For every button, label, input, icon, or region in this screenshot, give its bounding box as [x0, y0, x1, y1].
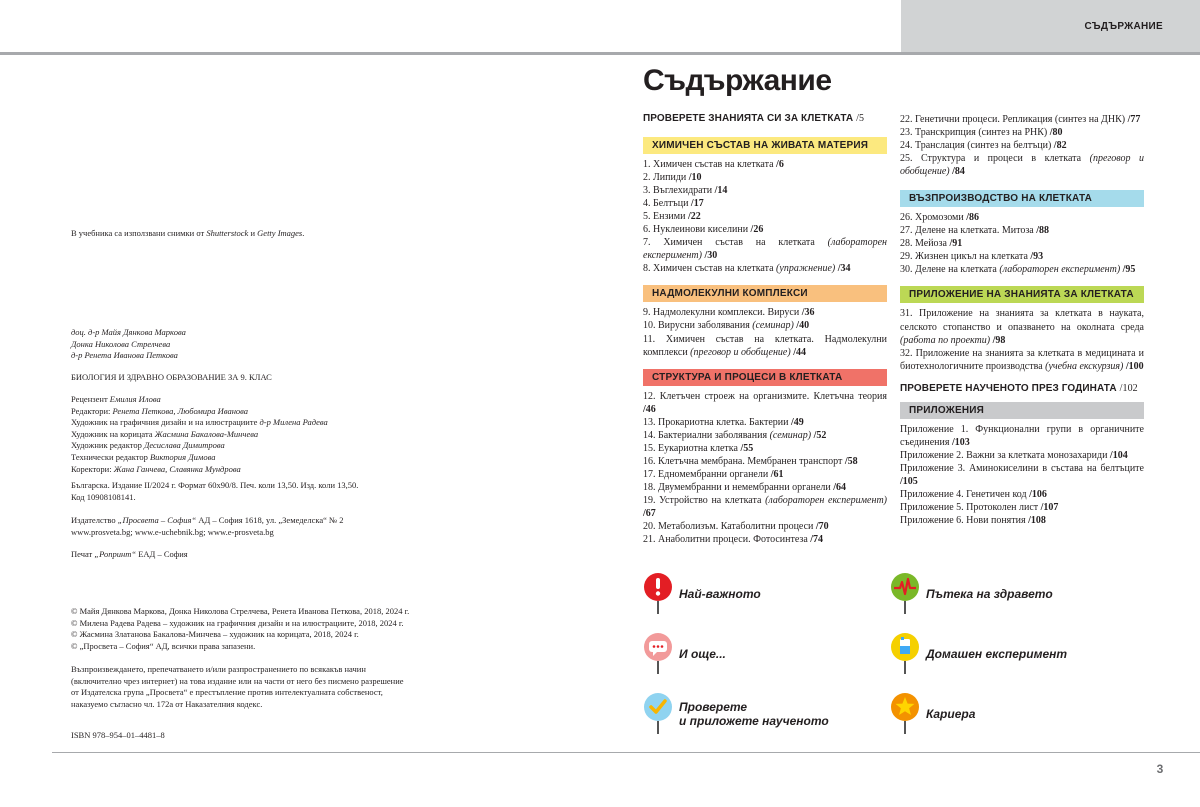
section-items-continued	[900, 113, 1144, 178]
section-band-appendices	[900, 402, 1144, 419]
section-title: СТРУКТУРА И ПРОЦЕСИ В КЛЕТКАТА	[652, 371, 843, 383]
toc-entry[interactable]: 18. Двумембранни и немембранни органели /64	[643, 481, 847, 493]
toc-entry-check-knowledge[interactable]	[643, 113, 887, 129]
book-title-block	[71, 372, 531, 384]
legal-line: Възпроизвеждането, препечатването и/или разпространението по всякакъв начин	[71, 664, 366, 674]
top-rule	[0, 52, 1200, 55]
photo-credit-suffix: .	[302, 228, 305, 238]
edition-line: Българска. Издание II/2024 г. Формат 60x90/8. Печ. коли 13,50. Изд. коли 13,50.	[71, 480, 359, 490]
staff-names: Жасмина Бакалова-Минчева	[154, 428, 259, 439]
toc-entry[interactable]: 15. Еукариотна клетка /55	[643, 442, 754, 454]
legend-and-more	[643, 632, 726, 676]
toc-entry[interactable]: 3. Въглехидрати /14	[643, 185, 728, 197]
toc-entry[interactable]: 9. Надмолекулни комплекси. Вируси /36	[643, 307, 815, 319]
toc-entry[interactable]: Приложение 1. Функционални групи в органичните съединения /103	[900, 423, 1144, 448]
check-knowledge-page: /5	[856, 113, 865, 124]
page-number: 3	[1156, 762, 1164, 776]
star-pin-icon	[890, 692, 920, 736]
photo-credit-shutterstock: Shutterstock	[206, 228, 249, 238]
toc-entry[interactable]: 30. Делене на клетката (лабораторен експеримент) /95	[900, 264, 1136, 276]
author: Донка Николова Стрелчева	[71, 338, 171, 349]
legal-line: от Издателска група „Просвета“ е престъпление против интелектуалната собственост,	[71, 687, 383, 698]
toc-entry[interactable]: 12. Клетъчен строеж на организмите. Клетъчна теория /46	[643, 390, 887, 415]
legend-label-line: Проверете	[679, 700, 748, 714]
toc-entry[interactable]: 4. Белтъци /17	[643, 198, 704, 210]
legend-check-and-apply	[643, 692, 829, 736]
section-title: ХИМИЧЕН СЪСТАВ НА ЖИВАТА МАТЕРИЯ	[652, 140, 869, 151]
printer-name: „Ропринт“	[94, 549, 137, 559]
staff-line	[71, 464, 531, 476]
staff-line	[71, 440, 531, 452]
staff-names: Емилия Илова	[109, 394, 161, 404]
toc-entry[interactable]: Приложение 2. Важни за клетката монозахариди /104	[900, 449, 1128, 461]
author: доц. д-р Майя Дянкова Маркова	[71, 327, 186, 337]
toc-entry[interactable]: 23. Транскрипция (синтез на РНК) /80	[900, 127, 1063, 139]
staff-names: Виктория Димова	[149, 451, 216, 462]
toc-entry[interactable]: 20. Метаболизъм. Катаболитни процеси /70	[643, 521, 829, 533]
legend-label: Домашен експеримент	[926, 647, 1068, 661]
copyright-line: © Милена Радева Радева – художник на графичния дизайн и на илюстрациите, 2018, 2024 г.	[71, 617, 404, 628]
toc-entry[interactable]: 14. Бактериални заболявания (семинар) /52	[643, 429, 827, 441]
section-band-chemical-composition	[643, 137, 887, 154]
section-title: ПРИЛОЖЕНИЯ	[909, 404, 985, 416]
toc-entry-year-review[interactable]	[900, 383, 1144, 394]
heartbeat-pin-icon	[890, 572, 920, 616]
book-title: БИОЛОГИЯ И ЗДРАВНО ОБРАЗОВАНИЕ ЗА 9. КЛАС	[71, 372, 272, 382]
legend-label: Кариера	[926, 707, 976, 721]
publisher-info	[71, 515, 531, 538]
staff-names: Ренета Петкова, Любомира Иванова	[112, 405, 249, 416]
staff-list	[71, 394, 531, 475]
edition-info	[71, 480, 531, 503]
staff-names: Жана Ганчева, Славянка Мундрова	[113, 463, 241, 474]
staff-line	[71, 417, 531, 429]
section-band-cell-structure	[643, 369, 887, 386]
publisher-name: „Просвета – София“	[117, 515, 197, 525]
legal-line: наказуемо съгласно чл. 172а от Наказателния кодекс.	[71, 698, 263, 709]
toc-entry[interactable]: 27. Делене на клетката. Митоза /88	[900, 225, 1050, 237]
toc-entry[interactable]: 32. Приложение на знанията за клетката в медицината и биотехнологичните производства (учебна екскурзия) /100	[900, 347, 1144, 372]
toc-entry[interactable]: 1. Химичен състав на клетката /6	[643, 159, 784, 170]
copyright-line: © Жасмина Златанова Бакалова-Минчева – художник на корицата, 2018, 2024 г.	[71, 629, 359, 640]
staff-role: Художник на графичния дизайн и на илюстрациите	[71, 417, 260, 428]
checkmark-pin-icon	[643, 692, 673, 736]
printer-prefix: Печат	[71, 549, 95, 559]
section-items	[900, 211, 1144, 276]
staff-line	[71, 394, 531, 406]
copyright-notices	[71, 606, 531, 652]
photo-credit	[71, 228, 531, 240]
staff-role: Редактори:	[71, 405, 113, 416]
staff-line	[71, 452, 531, 464]
toc-column-left	[643, 113, 887, 546]
toc-entry[interactable]: 8. Химичен състав на клетката (упражнение) /34	[643, 263, 851, 275]
legend-health-path	[890, 572, 1053, 616]
toc-entry[interactable]: 11. Химичен състав на клетката. Надмолекулни комплекси (преговор и обобщение) /44	[643, 333, 887, 358]
toc-column-right	[900, 113, 1144, 527]
toc-entry[interactable]: 2. Липиди /10	[643, 172, 702, 184]
publisher-address: АД – София 1618, ул. „Земеделска“ № 2	[196, 515, 344, 525]
staff-line	[71, 429, 531, 441]
toc-entry[interactable]: 29. Жизнен цикъл на клетката /93	[900, 251, 1044, 263]
legend-label	[679, 700, 829, 728]
toc-entry[interactable]: Приложение 6. Нови понятия /108	[900, 515, 1046, 527]
publisher-prefix: Издателство	[71, 515, 118, 525]
section-items	[900, 423, 1144, 527]
legend-label: И още...	[679, 647, 726, 661]
isbn: ISBN 978–954–01–4481–8	[71, 730, 165, 740]
toc-entry[interactable]: 17. Едномембранни органели /61	[643, 468, 784, 480]
authors-list	[71, 327, 531, 362]
photo-credit-and: и	[248, 228, 258, 238]
header-section-label: СЪДЪРЖАНИЕ	[1084, 20, 1163, 32]
section-band-cell-reproduction	[900, 190, 1144, 207]
toc-entry[interactable]: 5. Ензими /22	[643, 211, 701, 223]
toc-entry[interactable]: 26. Хромозоми /86	[900, 212, 980, 224]
toc-entry[interactable]: 22. Генетични процеси. Репликация (синтез на ДНК) /77	[900, 114, 1141, 125]
publisher-websites: www.prosveta.bg; www.e-uchebnik.bg; www.e-prosveta.bg	[71, 526, 274, 537]
toc-entry[interactable]: 6. Нуклеинови киселини /26	[643, 224, 764, 236]
toc-entry[interactable]: Приложение 4. Генетичен код /106	[900, 488, 1047, 500]
staff-role: Технически редактор	[71, 451, 150, 462]
toc-entry[interactable]: 19. Устройство на клетката (лабораторен експеримент) /67	[643, 494, 888, 520]
legend-label: Пътека на здравето	[926, 587, 1053, 601]
legal-notice	[71, 664, 531, 710]
legend-career	[890, 692, 975, 736]
edition-code: Код 10908108141.	[71, 491, 136, 502]
year-review-label: ПРОВЕРЕТЕ НАУЧЕНОТО ПРЕЗ ГОДИНАТА	[900, 382, 1117, 394]
section-items	[643, 306, 887, 358]
speech-bubble-pin-icon	[643, 632, 673, 676]
toc-entry[interactable]: 31. Приложение на знанията за клетката в науката, селското стопанство и опазването на околната среда (работа по проекти) /98	[900, 308, 1144, 346]
exclamation-pin-icon	[643, 572, 673, 616]
bottom-rule	[52, 752, 1200, 753]
staff-role: Рецензент	[71, 394, 110, 404]
legal-line: (включително чрез интернет) на това издание или на части от него без писмено разрешение	[71, 675, 404, 686]
section-title: ПРИЛОЖЕНИЕ НА ЗНАНИЯТА ЗА КЛЕТКАТА	[909, 289, 1134, 301]
staff-role: Художник редактор	[71, 440, 144, 451]
legend-label: Най-важното	[679, 587, 761, 601]
photo-credit-getty: Getty Images	[257, 228, 303, 238]
toc-entry[interactable]: Приложение 5. Протоколен лист /107	[900, 501, 1059, 513]
legend-most-important	[643, 572, 761, 616]
staff-role: Коректори:	[71, 463, 114, 474]
printer-suffix: ЕАД – София	[136, 549, 188, 559]
section-items	[643, 390, 887, 547]
section-title: НАДМОЛЕКУЛНИ КОМПЛЕКСИ	[652, 288, 808, 300]
isbn-block	[71, 730, 531, 742]
toc-entry[interactable]: 21. Анаболитни процеси. Фотосинтеза /74	[643, 534, 824, 546]
staff-role: Художник на корицата	[71, 428, 155, 439]
toc-entry[interactable]: 16. Клетъчна мембрана. Мембранен транспорт /58	[643, 455, 858, 467]
printer-info	[71, 549, 531, 561]
copyright-line: © Майя Дянкова Маркова, Донка Николова Стрелчева, Ренета Иванова Петкова, 2018, 2024 г.	[71, 606, 410, 616]
beaker-pin-icon	[890, 632, 920, 676]
check-knowledge-label: ПРОВЕРЕТЕ ЗНАНИЯТА СИ ЗА КЛЕТКАТА	[643, 113, 854, 124]
section-items	[643, 158, 887, 275]
toc-entry[interactable]: 28. Мейоза /91	[900, 238, 963, 250]
toc-entry[interactable]: 10. Вирусни заболявания (семинар) /40	[643, 320, 810, 332]
toc-entry[interactable]: 24. Транслация (синтез на белтъци) /82	[900, 140, 1067, 152]
section-items	[900, 307, 1144, 372]
photo-credit-prefix: В учебника са използвани снимки от	[71, 228, 207, 238]
staff-names: Десислава Димитрова	[143, 440, 225, 451]
section-band-applications	[900, 286, 1144, 303]
toc-entry[interactable]: 13. Прокариотна клетка. Бактерии /49	[643, 416, 804, 428]
author: д-р Ренета Иванова Петкова	[71, 350, 178, 361]
toc-entry[interactable]: Приложение 3. Аминокиселини в състава на белтъците /105	[900, 462, 1144, 487]
legend-home-experiment	[890, 632, 1067, 676]
legend-label-line: и приложете наученото	[679, 714, 829, 728]
copyright-line: © „Просвета – София“ АД, всички права запазени.	[71, 640, 256, 651]
staff-names: д-р Милена Радева	[259, 417, 328, 428]
toc-title: Съдържание	[643, 64, 832, 97]
year-review-page: /102	[1119, 382, 1138, 394]
staff-line	[71, 406, 531, 418]
section-title: ВЪЗПРОИЗВОДСТВО НА КЛЕТКАТА	[909, 193, 1093, 205]
section-band-supramolecular	[643, 285, 887, 302]
toc-entry[interactable]: 7. Химичен състав на клетката (лабораторен експеримент) /30	[643, 237, 887, 262]
header-section-tab	[901, 0, 1200, 52]
toc-entry[interactable]: 25. Структура и процеси в клетката (преговор и обобщение) /84	[900, 153, 1144, 178]
